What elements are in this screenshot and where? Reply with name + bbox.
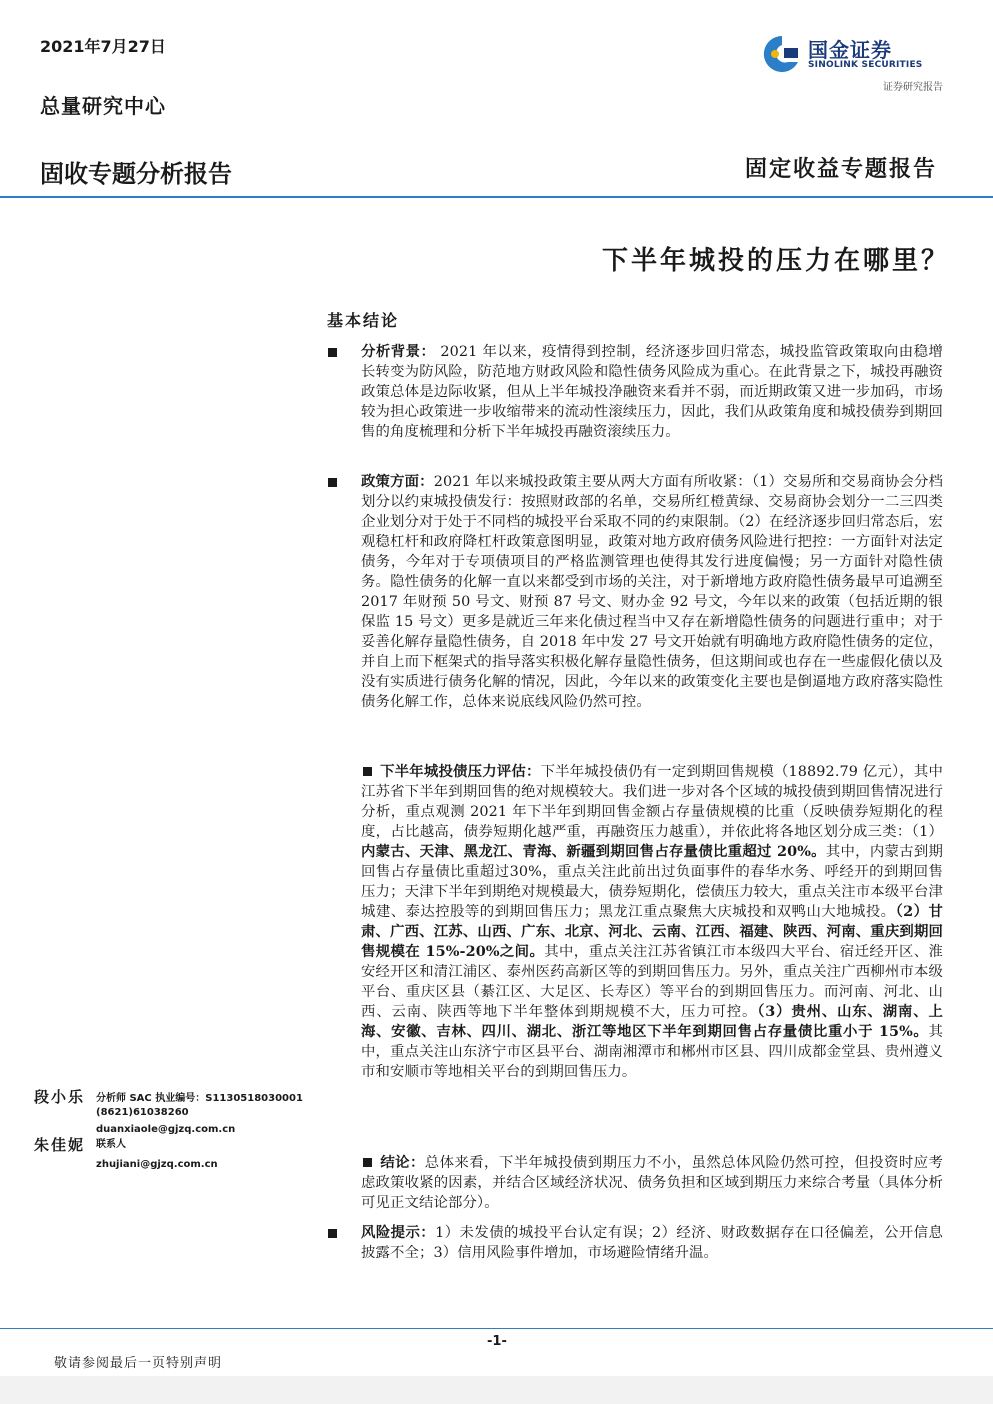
lead-policy: 政策方面： [361, 473, 434, 490]
assessment-text-4: 其中，重点关注山东济宁市区县平台、湖南湘潭市和郴州市区县、四川成都金堂县、贵州遵义市和安顺市等地相关平台的到期回售压力。 [361, 1024, 943, 1080]
bullet-icon [363, 767, 372, 776]
author-info [96, 1092, 303, 1137]
bullet-icon [328, 478, 337, 487]
assessment-text-2: 其中，内蒙古到期回售占存量债比重超过30%，重点关注此前出过负面事件的春华水务、呼经开的到期回售压力；天津下半年到期绝对规模最大，债券短期化，偿债压力较大，重点关注市本级平台津城建、泰达控股等的到期回售压力；黑龙江重点聚焦大庆城投和双鸭山大地城投。 [361, 844, 943, 920]
research-center-name: 总量研究中心 [40, 94, 166, 118]
assessment-text-1: 下半年城投债仍有一定到期回售规模（18892.79 亿元），其中江苏省下半年到期回售的绝对规模较大。我们进一步对各个区域的城投债到期回售情况进行分析，重点观测 2021 年下半年到期回售金额占存量债规模的比重（反映债券短期化的程度，占比越高，债券短期化越严重，再融资压力越重），并依此将各地区划分成三类：（1） [361, 764, 943, 840]
company-logo [758, 32, 948, 76]
page-number: -1- [487, 1334, 507, 1349]
paragraph-risk [361, 1223, 943, 1263]
lead-risk: 风险提示： [361, 1224, 436, 1241]
bullet-icon [328, 348, 337, 357]
assessment-group-3: （3）贵州、山东、湖南、上海、安徽、吉林、四川、湖北、浙江等地区下半年到期回售占存量债比重小于 15%。 [361, 1003, 943, 1040]
footer-divider [0, 1328, 993, 1329]
text-policy: 2021 年以来城投政策主要从两大方面有所收紧：（1）交易所和交易商协会分档划分以约束城投债发行：按照财政部的名单，交易所红橙黄绿、交易商协会划分一二三四类企业划分对于处于不同档的城投平台采取不同的约束限制。（2）在经济逐步回归常态后，宏观稳杠杆和政府降杠杆政策意图明显，政策对地方政府债务风险进行把控：一方面针对法定债务，今年对于专项债项目的严格监测管理也使得其发行进度偏慢；另一方面针对隐性债务。隐性债务的化解一直以来都受到市场的关注，对于新增地方政府隐性债务最早可追溯至 2017 年财预 50 号文、财预 87 号文、财办金 92 号文，今年以来的政策（包括近期的银保监 15 号文）更多是就近三年来化债过程当中又存在新增隐性债务的问题进行重申；对于妥善化解存量隐性债务，自 2018 年中发 27 号文开始就有明确地方政府隐性债务的定位，并自上而下框架式的指导落实积极化解存量隐性债务，但这期间或也存在一些虚假化债以及没有实质进行债务化解的情况，因此，今年以来的政策变化主要也是倒逼地方政府落实隐性债务化解工作，总体来说底线风险仍然可控。 [361, 474, 943, 710]
author-role: 联系人 [96, 1139, 126, 1150]
paragraph-pressure-assessment [361, 762, 943, 1082]
header-divider [0, 196, 993, 198]
text-risk: 1）未发债的城投平台认定有误；2）经济、财政数据存在口径偏差，公开信息披露不全；3）信用风险事件增加，市场避险情绪升温。 [361, 1225, 943, 1261]
text-background: 2021 年以来，疫情得到控制，经济逐步回归常态，城投监管政策取向由稳增长转变为防风险，防范地方财政风险和隐性债务风险成为重心。在此背景之下，城投再融资政策总体是边际收紧，但从上半年城投净融资来看并不弱，而近期政策又进一步加码，市场较为担心政策进一步收缩带来的流动性滚续压力，因此，我们从政策角度和城投债券到期回售的角度梳理和分析下半年城投再融资滚续压力。 [361, 344, 943, 440]
assessment-group-2: （2）甘肃、广西、江苏、山西、广东、北京、河北、云南、江西、福建、陕西、河南、重庆到期回售规模在 15%-20%之间。 [361, 903, 943, 960]
logo-chinese-name: 国金证券 [808, 38, 892, 62]
author-phone: (8621)61038260 [96, 1107, 189, 1118]
author-email[interactable]: duanxiaole@gjzq.com.cn [96, 1124, 236, 1135]
paragraph-background [361, 342, 943, 442]
lead-background: 分析背景： [361, 343, 436, 360]
author-name: 段小乐 [34, 1088, 86, 1106]
footer-band [0, 1376, 993, 1404]
logo-english-name: SINOLINK SECURITIES [808, 60, 923, 70]
author-email[interactable]: zhujiani@gjzq.com.cn [96, 1159, 218, 1170]
report-category: 固定收益专题报告 [744, 156, 937, 182]
lead-conclusion: 结论： [380, 1154, 425, 1171]
logo-mark-icon [758, 32, 804, 76]
report-date: 2021年7月27日 [40, 37, 166, 56]
author-info [96, 1138, 218, 1172]
author-name: 朱佳妮 [34, 1136, 86, 1154]
assessment-group-1: 内蒙古、天津、黑龙江、青海、新疆到期回售占存量债比重超过 20%。 [361, 843, 826, 860]
paragraph-conclusion [361, 1153, 943, 1213]
disclaimer-note: 敬请参阅最后一页特别声明 [54, 1356, 223, 1371]
paragraph-policy [361, 472, 943, 712]
assessment-text-3: 其中，重点关注江苏省镇江市本级四大平台、宿迁经开区、淮安经开区和清江浦区、泰州医药高新区等的到期回售压力。另外，重点关注广西柳州市本级平台、重庆区县（綦江区、大足区、长寿区）等平台的到期回售压力。而河南、河北、山西、云南、陕西等地下半年整体到期规模不大，压力可控。 [361, 944, 944, 1020]
text-conclusion: 总体来看，下半年城投债到期压力不小，虽然总体风险仍然可控，但投资时应考虑政策收紧的因素，并结合区域经济状况、债务负担和区域到期压力来综合考量（具体分析可见正文结论部分）。 [361, 1155, 943, 1211]
bullet-icon [328, 1229, 337, 1238]
section-title: 基本结论 [327, 311, 400, 330]
logo-subtitle: 证券研究报告 [883, 82, 943, 93]
report-title: 下半年城投的压力在哪里？ [601, 246, 950, 276]
author-role: 分析师 SAC 执业编号：S1130518030001 [96, 1093, 303, 1104]
report-type: 固收专题分析报告 [40, 160, 232, 188]
lead-assessment: 下半年城投债压力评估： [380, 763, 541, 780]
bullet-icon [363, 1158, 372, 1167]
